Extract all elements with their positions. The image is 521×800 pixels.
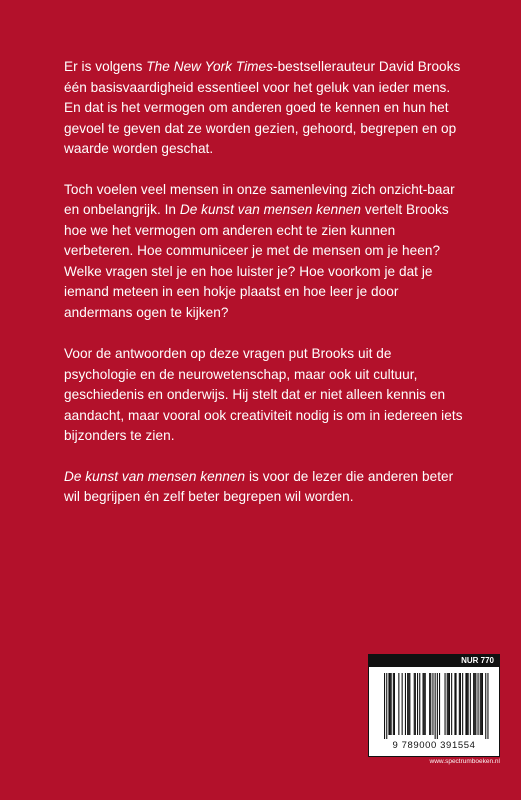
barcode-bar	[391, 673, 392, 735]
blurb-paragraph-2	[64, 180, 464, 324]
barcode-bar	[482, 673, 483, 735]
book-title-inline-2: De kunst van mensen kennen	[64, 468, 246, 484]
book-title-inline: De kunst van mensen kennen	[179, 202, 362, 217]
barcode-bar	[465, 673, 466, 735]
barcode-bar	[462, 673, 463, 735]
barcode-bar	[437, 673, 438, 739]
barcode-bar	[408, 673, 409, 735]
barcode-bar	[449, 673, 450, 735]
barcode-bar	[470, 673, 471, 735]
blurb-p1-seg3: -bestsellerauteur David Brooks één basisvaardigheid essentieel voor het geluk van ieder mens. En dat is het vermogen om anderen goed te kennen en hun het gevoel te geven dat ze worden gezien, gehoord, begrepen en op waarde worden geschat.	[64, 59, 461, 156]
blurb-p1-seg1: Er is volgens	[64, 59, 147, 74]
barcode-bar	[414, 673, 415, 735]
blurb-p4-seg2: is voor de lezer die anderen beter wil begrijpen én zelf beter begrepen wil worden.	[64, 468, 454, 504]
barcode-bar	[386, 673, 387, 739]
barcode-bar	[454, 673, 455, 735]
barcode-bar	[430, 673, 431, 735]
barcode-bar	[429, 673, 430, 735]
barcode-bar	[384, 673, 385, 739]
barcode-bar	[432, 673, 433, 735]
barcode-bar	[456, 673, 457, 735]
newspaper-title: The New York Times	[146, 59, 273, 74]
barcode-bar	[485, 673, 486, 739]
barcode-bar	[473, 673, 474, 735]
barcode-bar	[448, 673, 449, 735]
barcode-bar	[415, 673, 416, 735]
barcode-bar	[487, 673, 488, 739]
barcode-bar	[425, 673, 426, 735]
blurb-text	[64, 57, 464, 529]
barcode-bar	[475, 673, 476, 735]
barcode-bar	[417, 673, 418, 735]
barcode-bar	[468, 673, 469, 735]
barcode-bar	[451, 673, 452, 735]
blurb-paragraph-4	[64, 467, 464, 508]
barcode-bar	[467, 673, 468, 735]
barcode-bar	[478, 673, 479, 735]
barcode-bar	[439, 673, 440, 735]
barcode-bar	[390, 673, 391, 735]
blurb-p2-seg3: vertelt Brooks hoe we het vermogen om anderen echt te zien kunnen verbeteren. Hoe communiceer je met de mensen om je heen? Welke vragen stel je en hoe luister je? Hoe voorkom je dat je iemand meteen in een hokje plaatst en hoe leer je door andermans ogen te kijken?	[64, 202, 449, 320]
barcode-bar	[480, 673, 481, 735]
barcode-bars	[375, 673, 495, 739]
blurb-p2-seg1: Toch voelen veel mensen in onze samenleving zich onzicht-baar en onbelangrijk. In	[64, 181, 455, 217]
barcode-bar	[409, 673, 410, 735]
barcode-bar	[423, 673, 424, 735]
blurb-paragraph-3	[64, 344, 464, 447]
barcode-bar	[474, 673, 475, 735]
barcode-bar	[388, 673, 389, 735]
barcode-bar	[447, 673, 448, 735]
barcode-bar	[481, 673, 482, 735]
barcode-bar	[424, 673, 425, 735]
barcode-bar	[407, 673, 408, 735]
barcode-box	[368, 667, 500, 757]
publisher-website: www.spectrumboeken.nl	[429, 758, 500, 765]
barcode-bar	[460, 673, 461, 735]
barcode-bar	[445, 673, 446, 735]
barcode-bar	[419, 673, 420, 735]
barcode-bar	[435, 673, 436, 739]
barcode-bar	[394, 673, 395, 735]
barcode-bar	[398, 673, 399, 735]
barcode-bar	[405, 673, 406, 735]
barcode-bar	[459, 673, 460, 735]
isbn-number: 9 789000 391554	[392, 740, 476, 751]
barcode-bar	[393, 673, 394, 735]
blurb-p3-seg1: Voor de antwoorden op deze vragen put Brooks uit de psychologie en de neurowetenschap, maar ook uit cultuur, geschiedenis en onderwijs. Hij stelt dat er niet alleen kennis en aandacht, maar vooral ook creativiteit nodig is om in iedereen iets bijzonders te zien.	[64, 346, 463, 443]
blurb-paragraph-1	[64, 57, 464, 160]
barcode-bar	[402, 673, 403, 735]
nur-label: NUR 770	[368, 654, 500, 667]
barcode-block	[368, 654, 500, 765]
